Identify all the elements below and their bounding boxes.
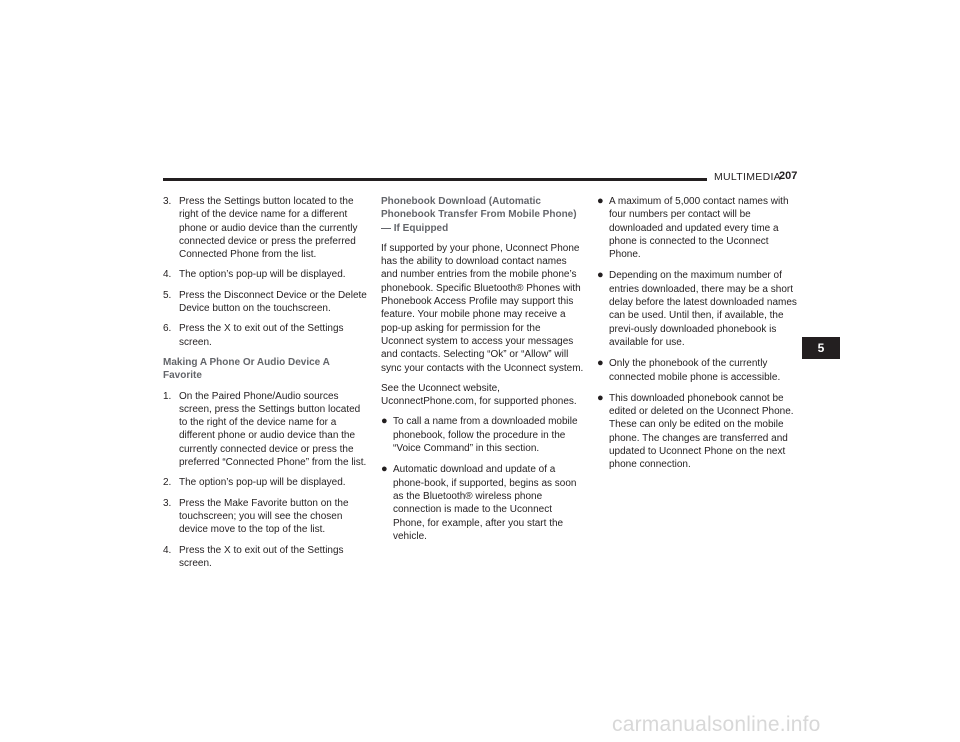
- paragraph: If supported by your phone, Uconnect Phone has the ability to download contact names and number entries from the mobile phone’s phonebook. Specific Bluetooth® Phones with Phonebook Access Profile may support this feature. Your mobile phone may receive a pop-up asking for permission for the Uconnect system to access your messages and contacts. Selecting “Ok” or “Allow” will sync your contacts with the Uconnect system.: [381, 242, 584, 374]
- step-text: Press the X to exit out of the Settings screen.: [179, 544, 344, 569]
- bullet-icon: ●: [597, 269, 604, 282]
- step-number: 5.: [163, 289, 172, 301]
- header-rule: [163, 178, 707, 181]
- page-number: 207: [779, 170, 798, 182]
- bullet-text: Depending on the maximum number of entries downloaded, there may be a short delay before the latest downloaded names can be used. Until then, if available, the previ-ously downloaded phonebook is available for use.: [609, 270, 797, 348]
- list-item: [163, 390, 371, 470]
- list-item: [163, 195, 371, 261]
- step-text: Press the Disconnect Device or the Delete Device button on the touchscreen.: [179, 289, 367, 315]
- bullet-icon: ●: [381, 463, 388, 476]
- bullet-icon: ●: [597, 357, 604, 370]
- step-text: On the Paired Phone/Audio sources screen, press the Settings button located to the right of the device name for a different phone or audio device than the currently connected device or press the preferred “Connected Phone” from the list.: [179, 390, 367, 469]
- list-item: [163, 544, 371, 571]
- bullet-item: [381, 463, 584, 543]
- column-middle: [381, 195, 584, 551]
- list-item: [163, 322, 371, 349]
- section-title: MULTIMEDIA: [714, 171, 781, 183]
- bullet-text: To call a name from a downloaded mobile phonebook, follow the procedure in the “Voice Command” in this section.: [393, 416, 578, 455]
- column-left: [163, 195, 371, 577]
- bullet-icon: ●: [381, 415, 388, 428]
- step-number: 1.: [163, 390, 172, 402]
- bullet-item: [597, 195, 801, 261]
- bullet-item: [381, 415, 584, 455]
- bullet-text: This downloaded phonebook cannot be edited or deleted on the Uconnect Phone. These can only be edited on the mobile phone. The changes are transferred and updated to Uconnect Phone on the next phone connection.: [609, 392, 794, 471]
- step-number: 3.: [163, 196, 172, 207]
- step-number: 4.: [163, 269, 172, 281]
- step-number: 2.: [163, 477, 172, 489]
- bullet-text: Only the phonebook of the currently connected mobile phone is accessible.: [609, 358, 781, 383]
- step-text: The option’s pop-up will be displayed.: [179, 269, 346, 281]
- list-item: [163, 268, 371, 281]
- subheading-phonebook-download: Phonebook Download (Automatic Phonebook Transfer From Mobile Phone) — If Equipped: [381, 196, 577, 234]
- watermark: carmanualsonline.info: [612, 713, 821, 736]
- bullet-text: A maximum of 5,000 contact names with four numbers per contact will be downloaded and updated every time a phone is connected to the Uconnect Phone.: [609, 196, 789, 261]
- subheading-favorite: Making A Phone Or Audio Device A Favorite: [163, 356, 330, 382]
- column-right: [597, 195, 801, 480]
- step-number: 3.: [163, 497, 172, 509]
- step-text: Press the Settings button located to the right of the device name for a different phone or audio device than the currently connected device or press the preferred Connected Phone from the list.: [179, 196, 358, 261]
- list-item: [163, 497, 371, 537]
- paragraph: See the Uconnect website, UconnectPhone.com, for supported phones.: [381, 382, 577, 408]
- bullet-item: [597, 357, 801, 384]
- step-number: 4.: [163, 544, 172, 556]
- bullet-icon: ●: [597, 195, 604, 207]
- list-item: [163, 476, 371, 489]
- step-text: The option’s pop-up will be displayed.: [179, 477, 346, 489]
- bullet-text: Automatic download and update of a phone-book, if supported, begins as soon as the Bluetooth® wireless phone connection is made to the Uconnect Phone, for example, after you start the vehicle.: [393, 464, 577, 542]
- bullet-icon: ●: [597, 391, 604, 404]
- list-item: [163, 289, 371, 316]
- step-text: Press the Make Favorite button on the touchscreen; you will see the chosen device move to the top of the list.: [179, 497, 349, 536]
- step-number: 6.: [163, 323, 172, 335]
- chapter-tab: 5: [802, 337, 840, 359]
- step-text: Press the X to exit out of the Settings screen.: [179, 323, 344, 348]
- bullet-item: [597, 392, 801, 472]
- bullet-item: [597, 269, 801, 349]
